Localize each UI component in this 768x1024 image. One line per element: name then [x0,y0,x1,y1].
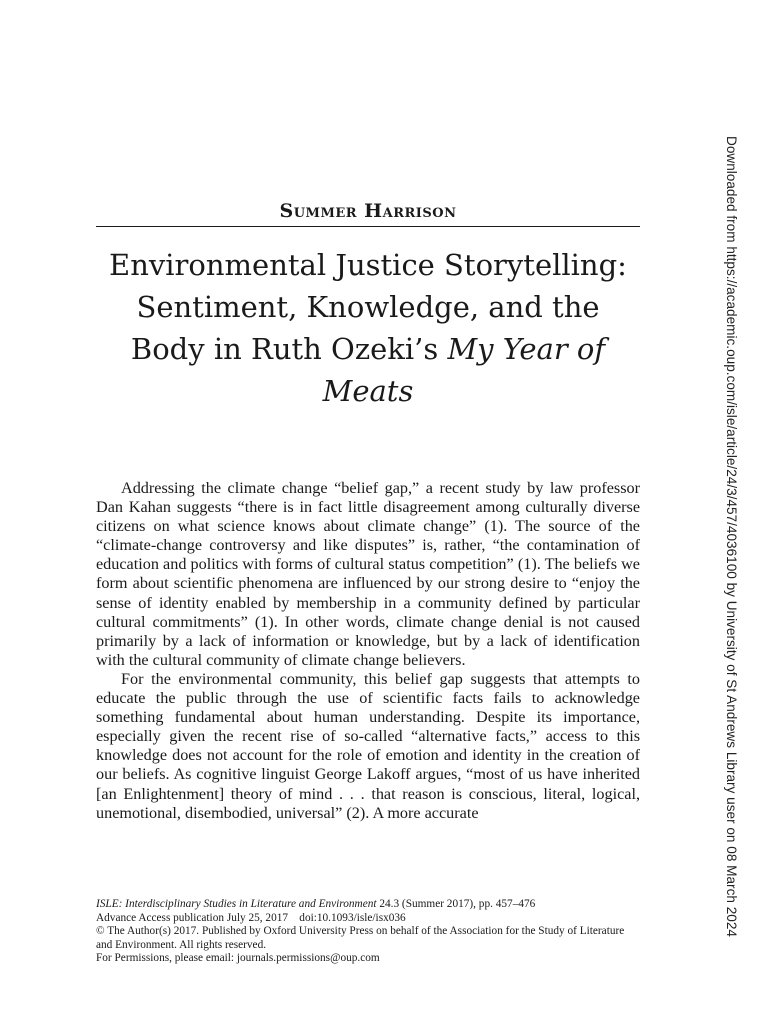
journal-name: ISLE: Interdisciplinary Studies in Literature and Environment [96,898,377,910]
access-line: Advance Access publication July 25, 2017 doi:10.1093/isle/isx036 [96,911,406,924]
paragraph-1: Addressing the climate change “belief gap,” a recent study by law professor Dan Kahan suggests “there is in fact little disagreement among culturally diverse citizens on what science knows about climate change” (1). The source of the “climate-change controversy and like disputes” is, rather, “the contamination of education and politics with forms of cultural status competition” (1). The beliefs we form about scientific phenomena are influenced by our strong desire to “enjoy the sense of identity enabled by membership in a community defined by particular cultural commitments” (1). In other words, climate change denial is not caused primarily by a lack of information or knowledge, but by a lack of identification with the cultural community of climate change believers. [96,479,640,669]
author-name: Summer Harrison [279,200,457,222]
title-italic: My Year of Meats [322,332,606,408]
publication-footnote [96,898,640,966]
permissions-line: For Permissions, please email: journals.permissions@oup.com [96,952,380,965]
journal-issue: 24.3 (Summer 2017), pp. 457–476 [376,898,536,910]
article-body [96,479,640,823]
copyright-line: © The Author(s) 2017. Published by Oxford University Press on behalf of the Association for the Study of Literature and Environment. All rights reserved. [96,925,625,951]
paragraph-2: For the environmental community, this belief gap suggests that attempts to educate the public through the use of scientific facts fails to acknowledge something fundamental about human understanding. Despite its importance, especially given the recent rise of so-called “alternative facts,” access to this knowledge does not account for the role of emotion and identity in the creation of our beliefs. As cognitive linguist George Lakoff argues, “most of us have inherited [an Enlightenment] theory of mind . . . that reason is conscious, literal, logical, unemotional, disembodied, universal” (2). A more accurate [96,669,640,822]
title-main: Environmental Justice Storytelling: Sentiment, Knowledge, and the Body in Ruth Ozeki’s [109,248,627,366]
article-title [96,244,640,412]
journal-citation [96,898,640,912]
download-watermark: Downloaded from https://academic.oup.com/isle/article/24/3/457/4036100 by University of St Andrews Library user on 08 March 2024 [724,136,739,937]
author-rule [96,226,640,227]
